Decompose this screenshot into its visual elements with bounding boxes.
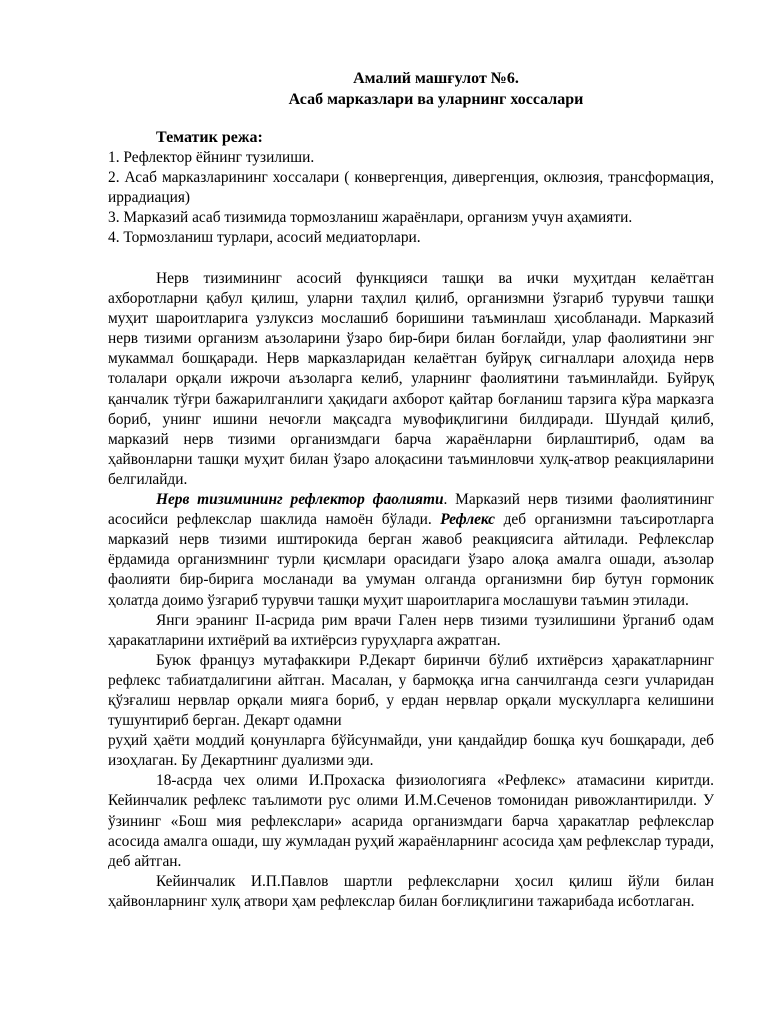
emphasis-term: Рефлекс <box>440 511 495 529</box>
paragraph: руҳий ҳаёти моддий қонунларга бўйсунмайди, уни қандайдир бошқа куч бошқаради, деб изоҳлаган. Бу Декартнинг дуализми эди. <box>108 732 714 770</box>
paragraph: Нерв тизимининг асосий функцияси ташқи ва ички муҳитдан келаётган ахборотларни қабул қилиш, уларни таҳлил қилиб, организмни ўзгариб турувчи ташқи муҳит шароитларига узлуксиз мослашиб боришини таъминлаш ҳисобланади. Марказий нерв тизими организм аъзоларини ўзаро бир-бири билан боғлайди, улар фаолиятини энг мукаммал бошқаради. Нерв марказларидан келаётган буйруқ сигналлари алоҳида нерв толалари орқали ижрочи аъзоларга келиб, уларнинг фаолиятини таъминлайди. Буйруқ қанчалик тўғри бажарилганлиги ҳақидаги ахборот қайтар боғланиш тарзига кўра марказга бориб, унинг ишини нечоғли мақсадга мувофиқлигини билдиради. Шундай қилиб, марказий нерв тизими организмдаги барча жараёнларни бирлаштириб, одам ва ҳайвонларни ташқи муҳит билан ўзаро алоқасини таъминловчи хулқ-атвор реакцияларини белгилайди. <box>108 270 714 488</box>
title-line-2: Асаб марказлари ва уларнинг хоссалари <box>288 91 584 108</box>
paragraph: Кейинчалик И.П.Павлов шартли рефлексларни ҳосил қилиш йўли билан ҳайвонларнинг хулқ атвори ҳам рефлекслар билан боғлиқлигини тажарибада исботлаган. <box>108 872 714 910</box>
emphasis-term: Нерв тизимининг рефлектор фаолияти <box>156 491 444 509</box>
plan-item: 1. Рефлектор ёйнинг тузилиши. <box>108 149 315 166</box>
paragraph-text: деб организмни таъсиротларга марказий нерв тизими иштирокида берган жавоб реакциясига айтилади. Рефлекслар ёрдамида организмнинг турли қисмлари орасидаги ўзаро алоқа амалга ошади, аъзолар фаолияти бир-бирига мосланади ва умуман олганда организмни бир бутун гормоник ҳолатда доимо ўзгариб турувчи ташқи муҳит шароитларига мослашуви таъмин этилади. <box>108 511 714 609</box>
paragraph: Буюк француз мутафаккири Р.Декарт биринчи бўлиб ихтиёрсиз ҳаракатларнинг рефлекс табиатдалигини айтган. Масалан, у бармоққа игна санчилганда сезги учларидан қўзғалиш нервлар орқали мияга бориб, у ердан нервлар орқали мускулларга келишини тушунтириб берган. Декарт одамни <box>108 651 714 730</box>
plan-item: 2. Асаб марказларининг хоссалари ( конвергенция, дивергенция, оклюзия, трансформация, иррадиация) <box>108 169 714 206</box>
plan-heading: Тематик режа: <box>156 129 263 146</box>
plan-item: 3. Марказий асаб тизимида тормозланиш жараёнлари, организм учун аҳамияти. <box>108 209 633 226</box>
document-title <box>108 68 714 110</box>
plan-item: 4. Тормозланиш турлари, асосий медиаторлари. <box>108 229 421 246</box>
title-line-1: Амалий машғулот №6. <box>353 70 519 87</box>
document-page <box>108 68 714 912</box>
plan-list <box>108 148 714 248</box>
paragraph: 18-асрда чех олими И.Прохаска физиологияга «Рефлекс» атамасини киритди. Кейинчалик рефлекс таълимоти рус олими И.М.Сеченов томонидан ривожлантирилди. У ўзининг «Бош мия рефлекслари» асарида организмдаги барча ҳаракатлар рефлекслар асосида амалга ошади, шу жумладан руҳий жараёнларнинг асосида ҳам рефлекслар туради, деб айтган. <box>108 772 714 870</box>
paragraph-reflex-activity <box>108 490 714 611</box>
paragraph-text: . Марказий нерв тизими фаолиятининг асосийси рефлекслар шаклида намоён бўлади. <box>108 491 714 529</box>
document-body <box>108 269 714 912</box>
paragraph: Янги эранинг II-асрида рим врачи Гален нерв тизими тузилишини ўрганиб одам ҳаракатларини ихтиёрий ва ихтиёрсиз гуруҳларга ажратган. <box>108 611 714 649</box>
